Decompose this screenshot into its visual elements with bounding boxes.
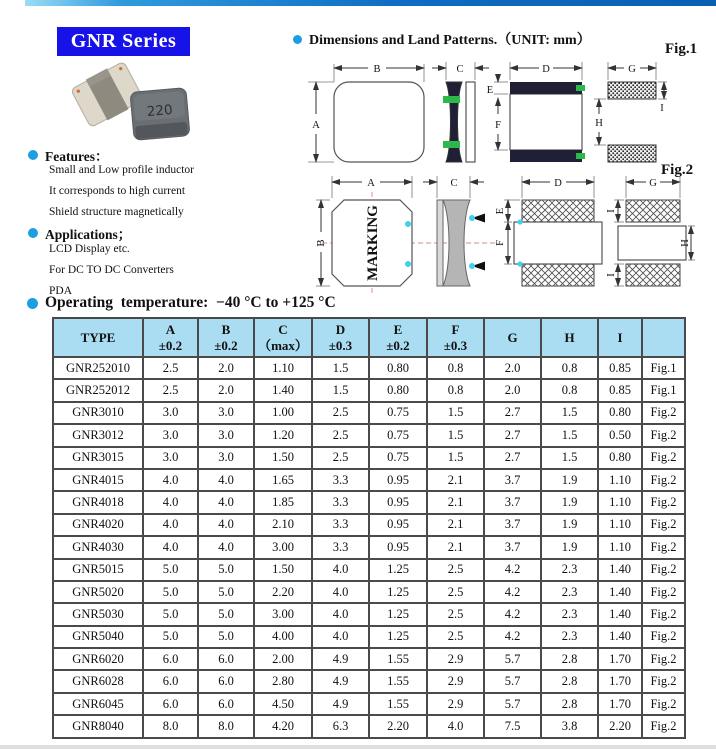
cell-e: 0.95 <box>369 469 427 491</box>
cell-f: 2.1 <box>427 536 484 558</box>
cell-f: 1.5 <box>427 402 484 424</box>
cell-i: 1.70 <box>598 670 642 692</box>
cell-d: 3.3 <box>312 514 369 536</box>
cell-f: 2.9 <box>427 648 484 670</box>
cell-g: 2.0 <box>484 379 541 401</box>
cell-d: 2.5 <box>312 447 369 469</box>
dimensions-table-container <box>52 317 686 739</box>
cell-i: 1.40 <box>598 626 642 648</box>
cell-i: 1.10 <box>598 491 642 513</box>
cell-type: GNR4018 <box>53 491 143 513</box>
cell-d: 3.3 <box>312 469 369 491</box>
cell-type: GNR5020 <box>53 581 143 603</box>
column-header-label: C <box>278 322 288 337</box>
cell-a: 5.0 <box>143 559 198 581</box>
table-row <box>53 536 685 558</box>
cell-type: GNR3010 <box>53 402 143 424</box>
cell-i: 0.80 <box>598 402 642 424</box>
cell-type: GNR252010 <box>53 357 143 379</box>
cell-i: 1.40 <box>598 581 642 603</box>
cell-a: 4.0 <box>143 469 198 491</box>
cell-g: 4.2 <box>484 603 541 625</box>
cell-g: 4.2 <box>484 559 541 581</box>
cell-e: 1.55 <box>369 693 427 715</box>
cell-d: 3.3 <box>312 536 369 558</box>
cell-a: 4.0 <box>143 491 198 513</box>
cell-b: 6.0 <box>198 648 254 670</box>
cell-b: 4.0 <box>198 536 254 558</box>
bullet-icon <box>293 35 302 44</box>
cell-i: 0.50 <box>598 424 642 446</box>
cell-type: GNR4015 <box>53 469 143 491</box>
cell-type: GNR4020 <box>53 514 143 536</box>
cell-g: 2.7 <box>484 402 541 424</box>
table-row <box>53 491 685 513</box>
cell-h: 2.3 <box>541 581 598 603</box>
cell-i: 1.10 <box>598 469 642 491</box>
cell-d: 4.9 <box>312 693 369 715</box>
cell-fig: Fig.2 <box>642 581 685 603</box>
product-photo-image <box>62 54 196 146</box>
cell-h: 2.8 <box>541 648 598 670</box>
series-title: GNR Series <box>70 30 177 52</box>
table-row <box>53 514 685 536</box>
cell-f: 0.8 <box>427 357 484 379</box>
cell-i: 1.40 <box>598 603 642 625</box>
cell-f: 2.5 <box>427 559 484 581</box>
features-list <box>49 160 194 223</box>
column-header-label: H <box>564 329 575 345</box>
cell-a: 3.0 <box>143 424 198 446</box>
cell-b: 5.0 <box>198 603 254 625</box>
cell-c: 1.85 <box>254 491 312 513</box>
fig1-land-pattern <box>594 62 667 162</box>
cell-f: 2.1 <box>427 469 484 491</box>
application-item: For DC TO DC Converters <box>49 264 174 276</box>
cell-f: 1.5 <box>427 447 484 469</box>
cell-h: 1.9 <box>541 536 598 558</box>
cell-b: 5.0 <box>198 559 254 581</box>
feature-item: It corresponds to high current <box>49 185 186 197</box>
cell-type: GNR252012 <box>53 379 143 401</box>
cell-i: 1.70 <box>598 693 642 715</box>
cell-f: 2.1 <box>427 514 484 536</box>
cell-a: 4.0 <box>143 536 198 558</box>
cell-h: 2.8 <box>541 693 598 715</box>
dimensions-title-label: Dimensions and Land Patterns.（UNIT: mm） <box>309 33 591 48</box>
cell-f: 1.5 <box>427 424 484 446</box>
fig2-land-pattern <box>606 176 695 286</box>
cell-i: 1.10 <box>598 514 642 536</box>
cell-fig: Fig.2 <box>642 693 685 715</box>
dim-label-c: C <box>456 64 464 75</box>
dim-label-a: A <box>312 120 320 131</box>
cell-d: 4.0 <box>312 559 369 581</box>
cell-type: GNR6045 <box>53 693 143 715</box>
cell-c: 1.00 <box>254 402 312 424</box>
cell-h: 1.5 <box>541 424 598 446</box>
cell-b: 6.0 <box>198 670 254 692</box>
cell-c: 2.80 <box>254 670 312 692</box>
cell-a: 2.5 <box>143 379 198 401</box>
cell-h: 2.8 <box>541 670 598 692</box>
cell-g: 2.7 <box>484 424 541 446</box>
cell-b: 5.0 <box>198 626 254 648</box>
cell-type: GNR6028 <box>53 670 143 692</box>
table-row <box>53 424 685 446</box>
cell-type: GNR6020 <box>53 648 143 670</box>
fig1-side-view <box>432 62 489 162</box>
page-bottom-strip <box>0 745 716 749</box>
cell-e: 1.25 <box>369 626 427 648</box>
cell-c: 2.00 <box>254 648 312 670</box>
dim-label-i: I <box>606 209 617 213</box>
cell-e: 0.75 <box>369 402 427 424</box>
dim-label-h: H <box>595 118 603 129</box>
table-row <box>53 379 685 401</box>
cell-c: 2.20 <box>254 581 312 603</box>
cell-i: 0.80 <box>598 447 642 469</box>
inductor-front <box>130 88 190 141</box>
dim-label-e: E <box>495 207 506 215</box>
cell-a: 5.0 <box>143 626 198 648</box>
applications-list <box>49 239 174 302</box>
cell-c: 2.10 <box>254 514 312 536</box>
table-header-row <box>53 318 685 357</box>
cell-type: GNR4030 <box>53 536 143 558</box>
cell-f: 2.1 <box>427 491 484 513</box>
cell-type: GNR3015 <box>53 447 143 469</box>
cell-e: 1.25 <box>369 581 427 603</box>
cell-b: 3.0 <box>198 447 254 469</box>
feature-item: Shield structure magnetically <box>49 206 184 218</box>
cell-d: 3.3 <box>312 491 369 513</box>
cell-i: 0.85 <box>598 357 642 379</box>
cell-h: 1.9 <box>541 514 598 536</box>
table-row <box>53 648 685 670</box>
fig1-drawing <box>296 52 668 170</box>
cell-c: 1.40 <box>254 379 312 401</box>
cell-b: 3.0 <box>198 424 254 446</box>
cell-a: 2.5 <box>143 357 198 379</box>
cell-i: 1.40 <box>598 559 642 581</box>
cell-g: 4.2 <box>484 626 541 648</box>
table-row <box>53 357 685 379</box>
cell-c: 1.65 <box>254 469 312 491</box>
dim-label-b: B <box>316 239 327 247</box>
cell-fig: Fig.2 <box>642 715 685 737</box>
column-header-label: I <box>617 329 623 345</box>
cell-a: 8.0 <box>143 715 198 737</box>
cell-e: 0.95 <box>369 514 427 536</box>
cell-type: GNR5015 <box>53 559 143 581</box>
column-header <box>53 318 143 357</box>
column-header <box>484 318 541 357</box>
cell-fig: Fig.1 <box>642 379 685 401</box>
cell-a: 3.0 <box>143 447 198 469</box>
cell-f: 2.5 <box>427 626 484 648</box>
cell-fig: Fig.2 <box>642 424 685 446</box>
cell-b: 6.0 <box>198 693 254 715</box>
cell-h: 0.8 <box>541 357 598 379</box>
table-row <box>53 447 685 469</box>
cell-g: 3.7 <box>484 536 541 558</box>
column-header-label: D <box>335 322 346 337</box>
cell-e: 0.75 <box>369 424 427 446</box>
cell-e: 0.80 <box>369 379 427 401</box>
operating-temperature-text: Operating temperature: −40 °C to +125 °C <box>45 294 336 311</box>
application-item: PDA <box>49 285 73 297</box>
cell-c: 4.50 <box>254 693 312 715</box>
dim-label-g: G <box>649 178 657 189</box>
cell-fig: Fig.2 <box>642 447 685 469</box>
bullet-icon <box>28 150 38 160</box>
table-row <box>53 603 685 625</box>
feature-item: Small and Low profile inductor <box>49 164 194 176</box>
cell-d: 2.5 <box>312 402 369 424</box>
cell-g: 7.5 <box>484 715 541 737</box>
column-header-tolerance: ±0.2 <box>214 338 238 353</box>
cell-c: 1.50 <box>254 447 312 469</box>
column-header-label: E <box>393 322 403 337</box>
product-marking-text: 220 <box>146 101 174 121</box>
application-item: LCD Display etc. <box>49 243 130 255</box>
cell-i: 1.10 <box>598 536 642 558</box>
series-title-box <box>57 27 190 56</box>
cell-d: 1.5 <box>312 379 369 401</box>
cell-c: 1.50 <box>254 559 312 581</box>
column-header <box>642 318 685 357</box>
cell-a: 6.0 <box>143 648 198 670</box>
cell-c: 3.00 <box>254 603 312 625</box>
cell-d: 1.5 <box>312 357 369 379</box>
dimensions-heading <box>293 29 591 49</box>
cell-e: 0.95 <box>369 491 427 513</box>
fig1-front-view <box>487 62 585 162</box>
cell-b: 3.0 <box>198 402 254 424</box>
dim-label-f: F <box>495 240 506 246</box>
cell-e: 1.55 <box>369 670 427 692</box>
fig2-front-view <box>495 176 602 286</box>
cell-e: 0.95 <box>369 536 427 558</box>
column-header-label: F <box>451 322 460 337</box>
cell-fig: Fig.2 <box>642 648 685 670</box>
cell-a: 5.0 <box>143 603 198 625</box>
cell-b: 4.0 <box>198 491 254 513</box>
cell-a: 6.0 <box>143 693 198 715</box>
cell-type: GNR5030 <box>53 603 143 625</box>
cell-a: 5.0 <box>143 581 198 603</box>
cell-c: 1.20 <box>254 424 312 446</box>
column-header <box>598 318 642 357</box>
cell-b: 2.0 <box>198 357 254 379</box>
cell-f: 2.5 <box>427 581 484 603</box>
cell-h: 2.3 <box>541 626 598 648</box>
table-row <box>53 715 685 737</box>
cell-e: 1.25 <box>369 603 427 625</box>
table-row <box>53 693 685 715</box>
column-header <box>198 318 254 357</box>
column-header <box>143 318 198 357</box>
table-row <box>53 670 685 692</box>
cell-fig: Fig.2 <box>642 469 685 491</box>
table-row <box>53 581 685 603</box>
cell-fig: Fig.2 <box>642 559 685 581</box>
cell-d: 4.0 <box>312 603 369 625</box>
bullet-icon <box>27 298 38 309</box>
cell-h: 0.8 <box>541 379 598 401</box>
applications-title-label: Applications； <box>45 227 132 242</box>
cell-a: 3.0 <box>143 402 198 424</box>
cell-g: 3.7 <box>484 491 541 513</box>
column-header <box>541 318 598 357</box>
cell-fig: Fig.2 <box>642 626 685 648</box>
cell-b: 8.0 <box>198 715 254 737</box>
dim-label-d: D <box>554 178 562 189</box>
cell-g: 2.0 <box>484 357 541 379</box>
operating-temperature-line <box>27 294 336 312</box>
fig2-top-view <box>316 176 424 296</box>
cell-a: 6.0 <box>143 670 198 692</box>
dim-label-a: A <box>367 178 375 189</box>
cell-b: 2.0 <box>198 379 254 401</box>
dimensions-table <box>52 317 686 739</box>
column-header-tolerance: ±0.3 <box>443 338 468 353</box>
cell-a: 4.0 <box>143 514 198 536</box>
fig2-label: Fig.2 <box>661 162 694 178</box>
fig2-drawing <box>314 168 696 300</box>
cell-h: 1.9 <box>541 491 598 513</box>
cell-i: 1.70 <box>598 648 642 670</box>
dim-label-f: F <box>495 120 501 131</box>
table-row <box>53 626 685 648</box>
cell-g: 3.7 <box>484 514 541 536</box>
cell-f: 4.0 <box>427 715 484 737</box>
table-body <box>53 357 685 738</box>
cell-g: 2.7 <box>484 447 541 469</box>
table-row <box>53 469 685 491</box>
cell-e: 0.80 <box>369 357 427 379</box>
cell-type: GNR3012 <box>53 424 143 446</box>
cell-h: 1.5 <box>541 402 598 424</box>
cell-b: 4.0 <box>198 514 254 536</box>
column-header-label: B <box>221 322 231 337</box>
column-header-tolerance: ±0.2 <box>158 338 183 353</box>
dim-label-g: G <box>628 64 636 75</box>
cell-g: 5.7 <box>484 648 541 670</box>
table-row <box>53 402 685 424</box>
cell-fig: Fig.2 <box>642 491 685 513</box>
fig1-top-view <box>308 64 424 162</box>
cell-f: 2.9 <box>427 670 484 692</box>
cell-h: 3.8 <box>541 715 598 737</box>
top-accent-bar <box>25 0 716 6</box>
cell-f: 0.8 <box>427 379 484 401</box>
cell-c: 3.00 <box>254 536 312 558</box>
table-row <box>53 559 685 581</box>
column-header-label: A <box>165 322 176 337</box>
bullet-icon <box>28 228 38 238</box>
cell-d: 4.0 <box>312 626 369 648</box>
cell-d: 2.5 <box>312 424 369 446</box>
cell-f: 2.9 <box>427 693 484 715</box>
cell-fig: Fig.2 <box>642 603 685 625</box>
cell-e: 2.20 <box>369 715 427 737</box>
cell-type: GNR5040 <box>53 626 143 648</box>
cell-fig: Fig.2 <box>642 514 685 536</box>
cell-h: 2.3 <box>541 559 598 581</box>
column-header <box>312 318 369 357</box>
cell-type: GNR8040 <box>53 715 143 737</box>
fig1-label: Fig.1 <box>665 41 698 57</box>
column-header <box>427 318 484 357</box>
cell-i: 0.85 <box>598 379 642 401</box>
cell-g: 5.7 <box>484 670 541 692</box>
cell-fig: Fig.2 <box>642 536 685 558</box>
cell-d: 6.3 <box>312 715 369 737</box>
cell-h: 2.3 <box>541 603 598 625</box>
cell-h: 1.9 <box>541 469 598 491</box>
cell-d: 4.9 <box>312 670 369 692</box>
features-title-label: Features： <box>45 149 109 164</box>
cell-c: 4.00 <box>254 626 312 648</box>
cell-fig: Fig.2 <box>642 670 685 692</box>
dim-label-c: C <box>450 178 458 189</box>
cell-b: 5.0 <box>198 581 254 603</box>
cell-b: 4.0 <box>198 469 254 491</box>
fig2-side-view <box>423 176 496 286</box>
cell-f: 2.5 <box>427 603 484 625</box>
cell-g: 4.2 <box>484 581 541 603</box>
cell-h: 1.5 <box>541 447 598 469</box>
column-header <box>254 318 312 357</box>
column-header-tolerance: （max） <box>258 338 308 353</box>
cell-e: 0.75 <box>369 447 427 469</box>
cell-e: 1.55 <box>369 648 427 670</box>
column-header-tolerance: ±0.2 <box>386 338 410 353</box>
cell-g: 3.7 <box>484 469 541 491</box>
cell-i: 2.20 <box>598 715 642 737</box>
column-header-label: TYPE <box>80 329 116 345</box>
dim-label-e: E <box>486 85 494 96</box>
cell-fig: Fig.2 <box>642 402 685 424</box>
marking-text: MARKING <box>365 205 381 281</box>
column-header-label: G <box>507 329 518 345</box>
dim-label-i: I <box>660 103 664 114</box>
cell-d: 4.9 <box>312 648 369 670</box>
column-header-tolerance: ±0.3 <box>328 338 353 353</box>
cell-c: 4.20 <box>254 715 312 737</box>
dim-label-i: I <box>606 273 617 277</box>
dim-label-d: D <box>542 64 550 75</box>
cell-e: 1.25 <box>369 559 427 581</box>
dim-label-h: H <box>680 239 691 247</box>
dim-label-b: B <box>373 64 381 75</box>
cell-g: 5.7 <box>484 693 541 715</box>
cell-fig: Fig.1 <box>642 357 685 379</box>
cell-c: 1.10 <box>254 357 312 379</box>
cell-d: 4.0 <box>312 581 369 603</box>
column-header <box>369 318 427 357</box>
